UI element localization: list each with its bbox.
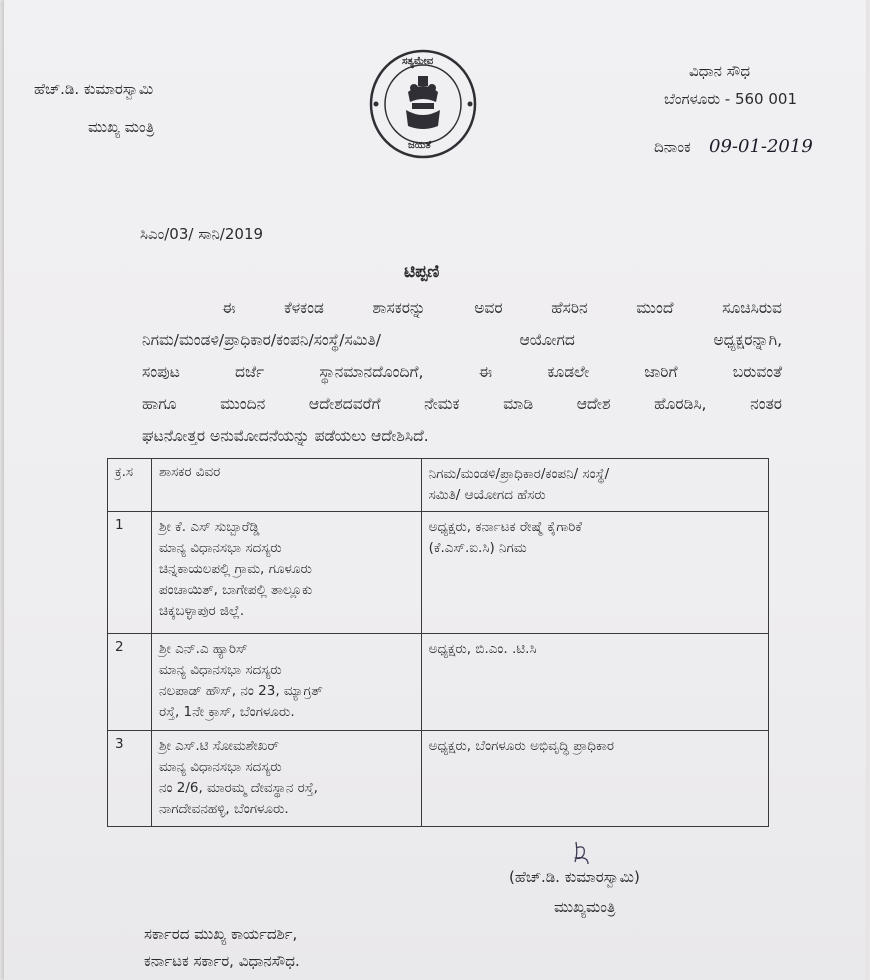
detail-line: ನಾಗದೇವನಹಳ್ಳಿ, ಬೆಂಗಳೂರು.: [158, 801, 289, 817]
detail-line: ಚಿಕ್ಕಬಳ್ಳಾಪುರ ಜಿಲ್ಲೆ.: [158, 603, 245, 619]
column-header-post-line1: ನಿಗಮ/ಮಂಡಳಿ/ಪ್ರಾಧಿಕಾರ/ಕಂಪನಿ/ ಸಂಸ್ಥೆ/: [428, 466, 610, 482]
recipient-line2: ಕರ್ನಾಟಕ ಸರ್ಕಾರ, ವಿಧಾನಸೌಧ.: [144, 952, 300, 970]
signatory-title: ಮುಖ್ಯಮಂತ್ರಿ: [554, 898, 616, 916]
row-details: [151, 634, 421, 731]
body-line: ಹಾಗೂ ಮುಂದಿನ ಆದೇಶದವರೆಗೆ ನೇಮಕ ಮಾಡಿ ಆದೇಶ ಹೊರಡಿಸಿ, ನಂತರ: [142, 395, 782, 413]
detail-line: ಮಾನ್ಯ ವಿಧಾನಸಭಾ ಸದಸ್ಯರು: [158, 759, 282, 775]
post-line: ಅಧ್ಯಕ್ಷರು, ಬಿ.ಎಂ. .ಟಿ.ಸಿ: [428, 641, 537, 657]
date-value: 09-01-2019: [709, 136, 813, 157]
table-header-row: [108, 459, 769, 512]
table-row: [108, 731, 769, 827]
detail-line: ಚಿನ್ನಕಾಯಲಪಲ್ಲಿ ಗ್ರಾಮ, ಗೂಳೂರು: [158, 561, 312, 577]
state-emblem-seal: [368, 48, 478, 160]
date-label: ದಿನಾಂಕ: [654, 138, 691, 156]
detail-line: ರಸ್ತೆ, 1ನೇ ಕ್ರಾಸ್, ಬೆಂಗಳೂರು.: [158, 704, 295, 720]
row-serial: 1: [108, 512, 152, 634]
body-line: ಸಂಪುಟ ದರ್ಜೆ ಸ್ಥಾನಮಾನದೊಂದಿಗೆ, ಈ ಕೂಡಲೇ ಜಾರಿಗೆ ಬರುವಂತೆ: [142, 363, 782, 381]
detail-line: ನಂ 2/6, ಮಾರಮ್ಮ ದೇವಸ್ಥಾನ ರಸ್ತೆ,: [158, 780, 318, 796]
column-header-details: ಶಾಸಕರ ವಿವರ: [151, 459, 421, 512]
detail-line: ನಲಪಾಡ್ ಹೌಸ್, ನಂ 23, ಮ್ಯಾಗ್ರತ್: [158, 683, 323, 699]
detail-line: ಪಂಚಾಯಿತ್, ಬಾಗೇಪಲ್ಲಿ ತಾಲ್ಲೂಕು: [158, 582, 313, 598]
sender-name: ಹೆಚ್.ಡಿ. ಕುಮಾರಸ್ವಾಮಿ: [34, 80, 154, 98]
sender-title: ಮುಖ್ಯ ಮಂತ್ರಿ: [88, 118, 155, 136]
reference-number: ಸಿಎಂ/03/ ಸಾನಿ/2019: [140, 225, 264, 243]
table-row: [108, 634, 769, 731]
detail-line: ಮಾನ್ಯ ವಿಧಾನಸಭಾ ಸದಸ್ಯರು: [158, 662, 282, 678]
row-serial: 2: [108, 634, 152, 731]
row-details: [151, 731, 421, 827]
signature-scribble: [570, 838, 600, 868]
appointments-table: [107, 458, 769, 827]
body-line: ನಿಗಮ/ಮಂಡಳಿ/ಪ್ರಾಧಿಕಾರ/ಕಂಪನಿ/ಸಂಸ್ಥೆ/ಸಮಿತಿ/ ಆಯೋಗದ ಅಧ್ಯಕ್ಷರನ್ನಾಗಿ,: [142, 331, 782, 349]
column-header-post-line2: ಸಮಿತಿ/ ಆಯೋಗದ ಹೆಸರು: [428, 487, 546, 503]
detail-line: ಶ್ರೀ ಕೆ. ಎಸ್ ಸುಬ್ಬಾರೆಡ್ಡಿ: [158, 519, 260, 535]
post-line: ಅಧ್ಯಕ್ಷರು, ಕರ್ನಾಟಕ ರೇಷ್ಮೆ ಕೈಗಾರಿಕೆ: [428, 519, 583, 535]
column-header-serial: ಕ್ರ.ಸ: [108, 459, 152, 512]
row-serial: 3: [108, 731, 152, 827]
signatory-name: (ಹೆಚ್.ಡಿ. ಕುಮಾರಸ್ವಾಮಿ): [509, 868, 640, 886]
post-line: (ಕೆ.ಎಸ್.ಐ.ಸಿ) ನಿಗಮ: [428, 540, 527, 556]
memo-title: ಟಿಪ್ಪಣಿ: [404, 262, 440, 282]
seal-top-text: ಸತ್ಯಮೇವ: [402, 56, 434, 67]
detail-line: ಶ್ರೀ ಎನ್.ಎ ಹ್ಯಾರಿಸ್: [158, 641, 248, 657]
body-line: ಘಟನೋತ್ತರ ಅನುಮೋದನೆಯನ್ನು ಪಡೆಯಲು ಆದೇಶಿಸಿದೆ.: [142, 427, 429, 445]
recipient-line1: ಸರ್ಕಾರದ ಮುಖ್ಯ ಕಾರ್ಯದರ್ಶಿ,: [144, 925, 298, 943]
memo-body: [142, 292, 782, 452]
row-post: [421, 512, 768, 634]
office-place: ವಿಧಾನ ಸೌಧ: [689, 62, 751, 80]
row-details: [151, 512, 421, 634]
post-line: ಅಧ್ಯಕ್ಷರು, ಬೆಂಗಳೂರು ಅಭಿವೃದ್ಧಿ ಪ್ರಾಧಿಕಾರ: [428, 738, 615, 754]
detail-line: ಮಾನ್ಯ ವಿಧಾನಸಭಾ ಸದಸ್ಯರು: [158, 540, 282, 556]
table-row: [108, 512, 769, 634]
row-post: [421, 634, 768, 731]
column-header-post: [421, 459, 768, 512]
memo-page: [4, 0, 866, 980]
seal-bottom-text: ಜಯತೆ: [408, 140, 432, 151]
detail-line: ಶ್ರೀ ಎಸ್.ಟಿ ಸೋಮಶೇಖರ್: [158, 738, 279, 754]
body-line: ಈ ಕೆಳಕಂಡ ಶಾಸಕರನ್ನು ಅವರ ಹೆಸರಿನ ಮುಂದೆ ಸೂಚಿಸಿರುವ: [222, 299, 782, 317]
row-post: [421, 731, 768, 827]
office-city: ಬೆಂಗಳೂರು - 560 001: [664, 90, 798, 108]
